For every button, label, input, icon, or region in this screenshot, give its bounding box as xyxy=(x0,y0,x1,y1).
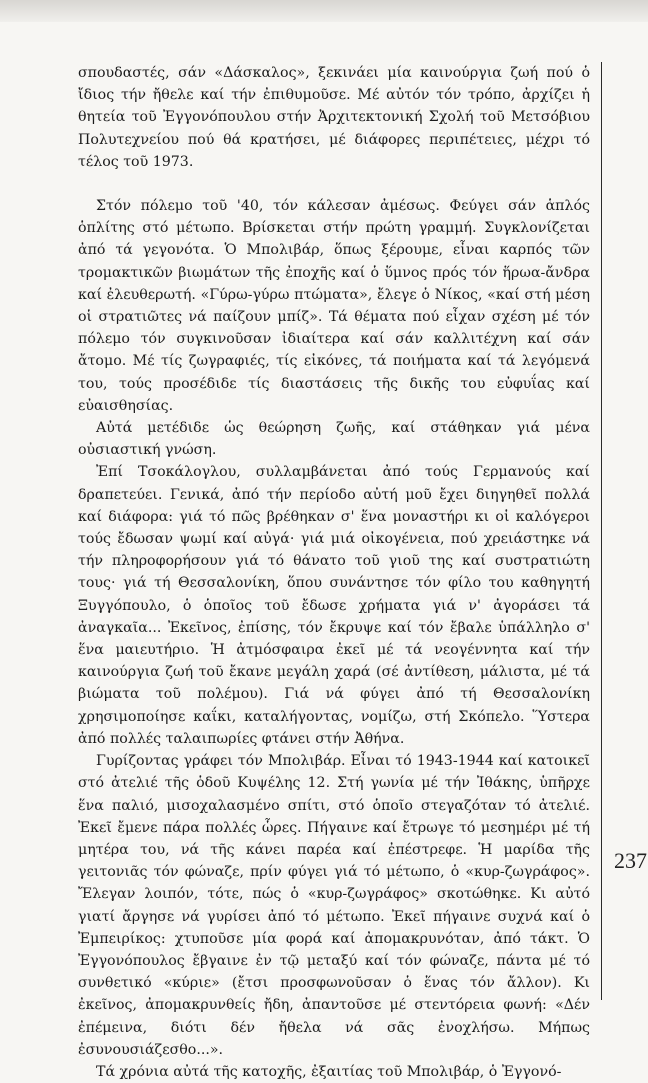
margin-rule xyxy=(601,62,602,1000)
paragraph-6: Τά χρόνια αὐτά τῆς κατοχῆς, ἐξαιτίας τοῦ Μπολιβάρ, ὁ Ἐγγονό- xyxy=(96,1063,562,1080)
paragraph-2: Στόν πόλεμο τοῦ '40, τόν κάλεσαν ἀμέσως. Φεύγει σάν ἁπλός ὁπλίτης στό μέτωπο. Βρίσκεται στήν πρώτη γραμμή. Συγκλονίζεται ἀπό τά γεγονότα. Ὁ Μπολιβάρ, ὅπως ξέρουμε, εἶναι καρπός τῶν τρομακτικῶν βιωμάτων τῆς ἐποχῆς καί ὁ ὕμνος πρός τόν ἥρωα-ἄνδρα καί ἐλευθερωτή. «Γύρω-γύρω πτώματα», ἔλεγε ὁ Νίκος, «καί στή μέση οἱ στρατιῶτες νά παίζουν μπίζ». Τά θέματα πού εἶχαν σχέση μέ τόν πόλεμο τόν συγκινοῦσαν ἰδιαίτερα καί σάν καλλιτέχνη καί σάν ἄτομο. Μέ τίς ζωγραφιές, τίς εἰκόνες, τά ποιήματα καί τά λεγόμενά του, τούς προσέδιδε τίς διαστάσεις τῆς δικῆς του εὐφυΐας καί εὐαισθησίας. xyxy=(78,198,590,414)
paragraph-5: Γυρίζοντας γράφει τόν Μπολιβάρ. Εἶναι τό 1943-1944 καί κατοικεῖ στό ἀτελιέ τῆς ὁδοῦ Κυψέλης 12. Στή γωνία μέ τήν Ἰθάκης, ὑπῆρχε ἕνα παλιό, μισοχαλασμένο σπίτι, στό ὁποῖο στεγαζόταν τό ἀτελιέ. Ἐκεῖ ἔμενε πάρα πολλές ὧρες. Πήγαινε καί ἔτρωγε τό μεσημέρι μέ τή μητέρα του, νά τῆς κάνει παρέα καί ἐπέστρεφε. Ἡ μαρίδα τῆς γειτονιᾶς τόν φώναζε, πρίν φύγει γιά τό μέτωπο, ὁ «κυρ-ζωγράφος». Ἔλεγαν λοιπόν, τότε, πώς ὁ «κυρ-ζωγράφος» σκοτώθηκε. Κι αὐτό γιατί ἄργησε νά γυρίσει ἀπό τό μέτωπο. Ἐκεῖ πήγαινε συχνά καί ὁ Ἐμπειρίκος: χτυποῦσε μία φορά καί ἀπομακρυνόταν, ἀπό τάκτ. Ὁ Ἐγγονόπουλος ἔβγαινε ἐν τῷ μεταξύ καί τόν φώναζε, πάντα μέ τό συνθετικό «κύριε» (ἔτσι προσφωνοῦσαν ὁ ἕνας τόν ἄλλον). Κι ἐκεῖνος, ἀπομακρυνθείς ἤδη, ἀπαντοῦσε μέ στεντόρεια φωνή: «Δέν ἐπέμεινα, διότι δέν ἤθελα νά σᾶς ἐνοχλήσω. Μήπως ἐσυνουσιάζεσθο...». xyxy=(78,753,590,1058)
paragraph-3: Αὐτά μετέδιδε ὡς θεώρηση ζωῆς, καί στάθηκαν γιά μένα οὐσιαστική γνώση. xyxy=(78,420,590,459)
page-number: 237 xyxy=(614,848,647,873)
body-text xyxy=(78,62,590,1083)
paragraph-4: Ἐπί Τσοκάλογλου, συλλαμβάνεται ἀπό τούς Γερμανούς καί δραπετεύει. Γενικά, ἀπό τήν περίοδο αὐτή μοῦ ἔχει διηγηθεῖ πολλά καί διάφορα: γιά τό πῶς βρέθηκαν σ' ἕνα μοναστήρι κι οἱ καλόγεροι τούς ἔδωσαν ψωμί καί αὐγά· γιά μιά οἰκογένεια, πού χρειάστηκε νά τήν πληροφορήσουν γιά τό θάνατο τοῦ γιοῦ της καί συστρατιώτη τους· γιά τή Θεσσαλονίκη, ὅπου συνάντησε τόν φίλο του καθηγητή Ξυγγόπουλο, ὁ ὁποῖος τοῦ ἔδωσε χρήματα γιά ν' ἀγοράσει τά ἀναγκαῖα... Ἐκεῖνος, ἐπίσης, τόν ἔκρυψε καί τόν ἔβαλε ὑπάλληλο σ' ἕνα μαιευτήριο. Ἡ ἀτμόσφαιρα ἐκεῖ μέ τά νεογέννητα καί τήν καινούργια ζωή τοῦ ἔκανε μεγάλη χαρά (σέ ἀντίθεση, μάλιστα, μέ τά βιώματα τοῦ πολέμου). Γιά νά φύγει ἀπό τή Θεσσαλονίκη χρησιμοποίησε καΐκι, καταλήγοντας, νομίζω, στή Σκόπελο. Ὕστερα ἀπό πολλές ταλαιπωρίες φτάνει στήν Ἀθήνα. xyxy=(78,464,590,747)
paragraph-1: σπουδαστές, σάν «Δάσκαλος», ξεκινάει μία καινούργια ζωή πού ὁ ἴδιος τήν ἤθελε καί τήν ἐπιθυμοῦσε. Μέ αὐτόν τόν τρόπο, ἀρχίζει ἡ θητεία τοῦ Ἐγγονόπουλου στήν Ἀρχιτεκτονική Σχολή τοῦ Μετσόβιου Πολυτεχνείου πού θά κρατήσει, μέ διάφορες περιπέτειες, μέχρι τό τέλος τοῦ 1973. xyxy=(78,65,590,170)
